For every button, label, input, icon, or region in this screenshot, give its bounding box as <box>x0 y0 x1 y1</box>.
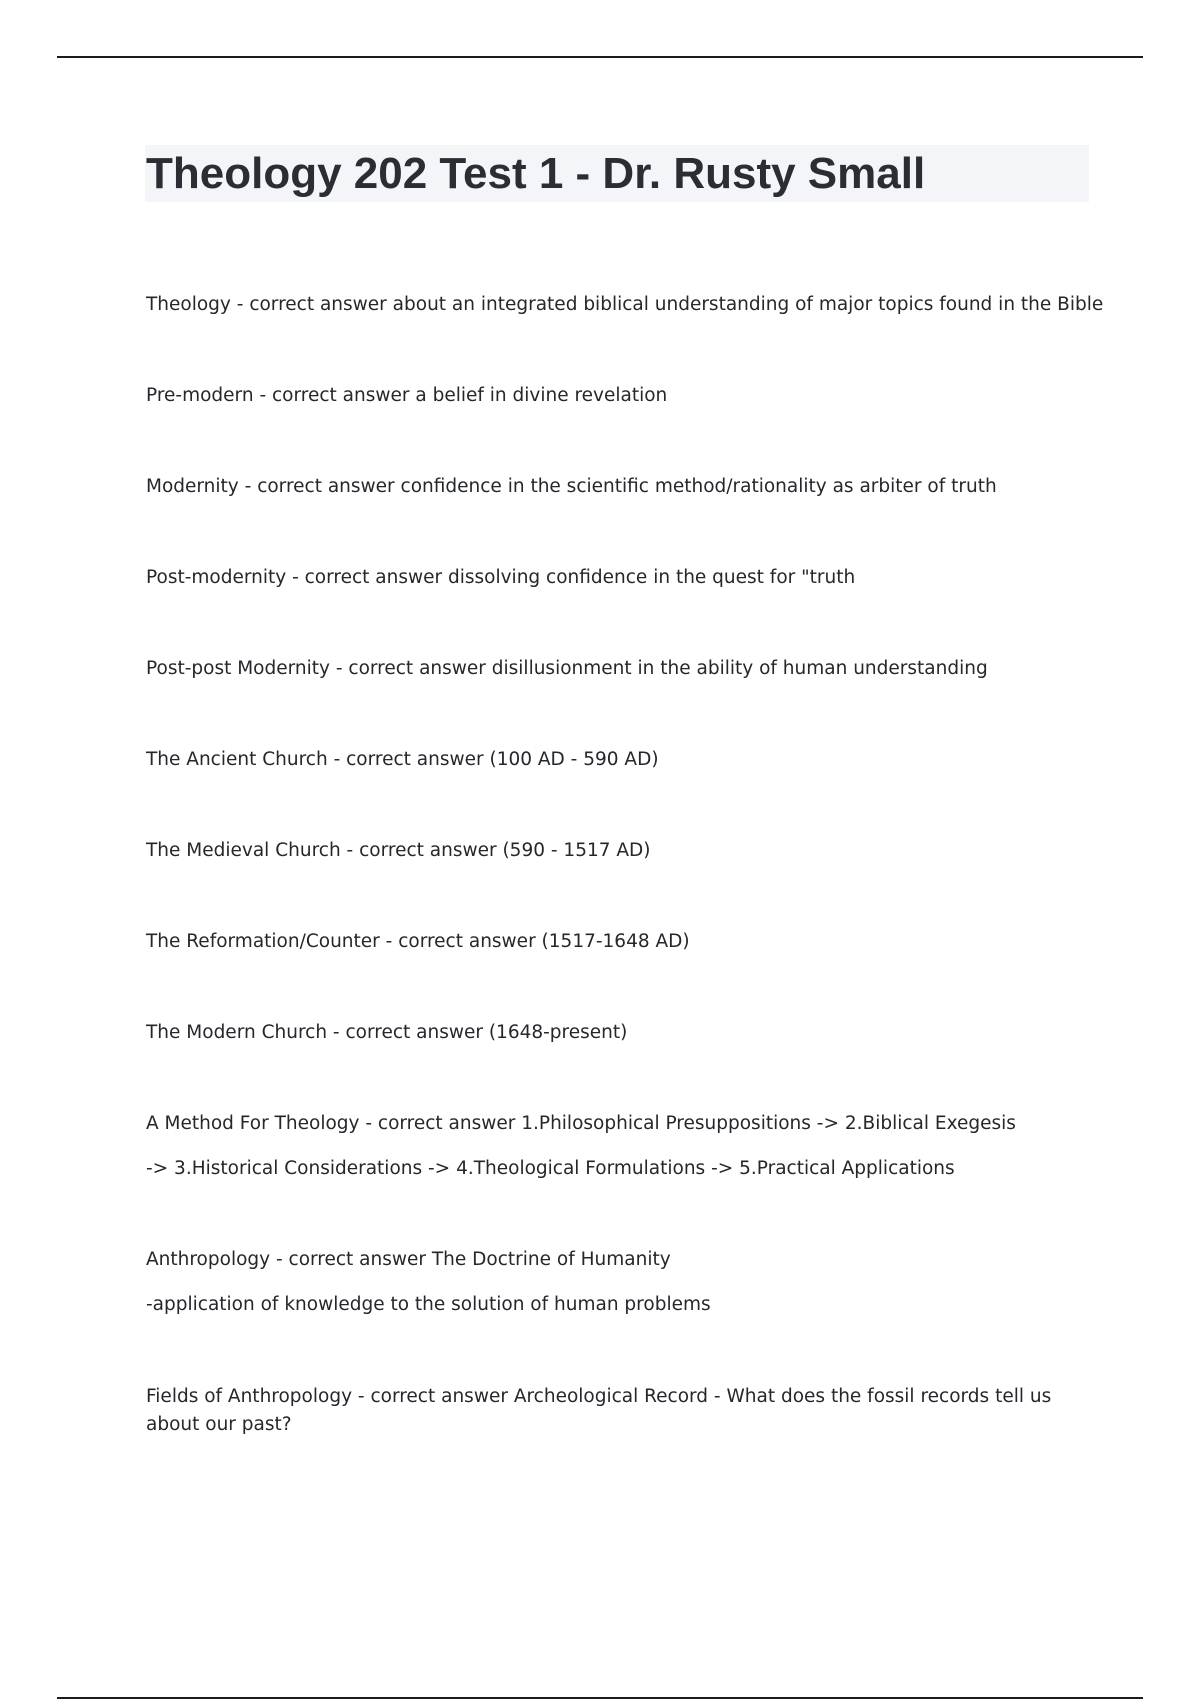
qa-entry-medieval-church <box>146 837 1086 865</box>
qa-entry-reformation <box>146 928 1086 956</box>
qa-line: The Modern Church - correct answer (1648-present) <box>146 1022 628 1043</box>
page-title: Theology 202 Test 1 - Dr. Rusty Small <box>146 149 926 198</box>
qa-line: Theology - correct answer about an integrated biblical understanding of major topics found in the Bible <box>146 294 1104 315</box>
qa-line: The Medieval Church - correct answer (590 - 1517 AD) <box>146 840 651 861</box>
qa-entry-ancient-church <box>146 746 1086 774</box>
qa-entry-modernity <box>146 473 1086 501</box>
qa-entry-pre-modern <box>146 382 1086 410</box>
qa-entry-modern-church <box>146 1019 1086 1047</box>
qa-entry-theology <box>146 291 1104 319</box>
qa-line: Pre-modern - correct answer a belief in divine revelation <box>146 385 668 406</box>
qa-line: Modernity - correct answer confidence in the scientific method/rationality as arbiter of truth <box>146 476 997 497</box>
top-rule <box>57 56 1143 58</box>
qa-line: Post-modernity - correct answer dissolving confidence in the quest for "truth <box>146 567 856 588</box>
qa-entry-method-for-theology <box>146 1110 1086 1183</box>
qa-line: The Reformation/Counter - correct answer (1517-1648 AD) <box>146 931 690 952</box>
qa-entry-fields-of-anthropology <box>146 1383 1086 1439</box>
qa-line: A Method For Theology - correct answer 1.Philosophical Presuppositions -> 2.Biblical Exegesis <box>146 1113 1016 1134</box>
qa-line: Post-post Modernity - correct answer disillusionment in the ability of human understanding <box>146 658 988 679</box>
qa-entry-anthropology <box>146 1246 1086 1319</box>
bottom-rule <box>57 1697 1143 1699</box>
qa-entry-post-post-modernity <box>146 655 1086 683</box>
qa-line: -> 3.Historical Considerations -> 4.Theological Formulations -> 5.Practical Applications <box>146 1158 955 1179</box>
qa-line: The Ancient Church - correct answer (100 AD - 590 AD) <box>146 749 659 770</box>
qa-entry-post-modernity <box>146 564 1086 592</box>
qa-line: Fields of Anthropology - correct answer Archeological Record - What does the fossil records tell us about our past? <box>146 1386 1052 1435</box>
qa-line: -application of knowledge to the solution of human problems <box>146 1294 711 1315</box>
qa-line: Anthropology - correct answer The Doctrine of Humanity <box>146 1249 671 1270</box>
